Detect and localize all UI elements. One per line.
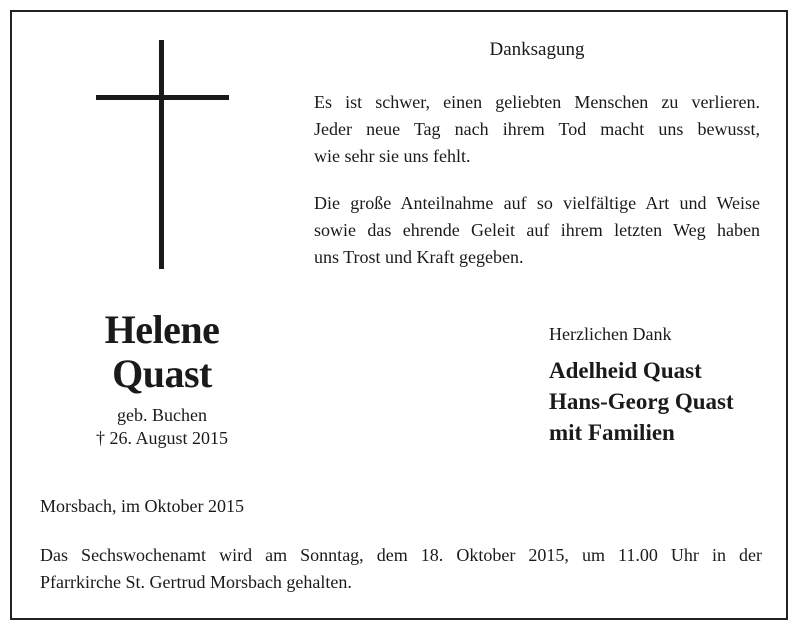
place-date: Morsbach, im Oktober 2015 — [40, 496, 244, 516]
family-signatures — [549, 355, 734, 448]
family-member: mit Familien — [549, 420, 675, 445]
deceased-first-name: Helene — [104, 307, 220, 352]
paragraph-line: Die große Anteilnahme auf so vielfältige Art und Weise — [314, 193, 760, 213]
deceased-last-name: Quast — [112, 351, 212, 396]
paragraph-line: Es ist schwer, einen geliebten Menschen zu verlieren. — [314, 92, 760, 112]
paragraph-line: wie sehr sie uns fehlt. — [314, 146, 471, 166]
notice-heading: Danksagung — [489, 39, 585, 60]
deceased-death-date: † 26. August 2015 — [95, 428, 228, 448]
paragraph-condolence — [314, 89, 760, 170]
family-member: Hans-Georg Quast — [549, 389, 734, 414]
thanks-label: Herzlichen Dank — [549, 324, 672, 344]
service-note — [40, 542, 762, 596]
service-note-line: Das Sechswochenamt wird am Sonntag, dem 18. Oktober 2015, um 11.00 Uhr in der — [40, 545, 762, 565]
paragraph-line: Jeder neue Tag nach ihrem Tod macht uns bewusst, — [314, 119, 760, 139]
cross-icon — [96, 40, 229, 269]
paragraph-line: sowie das ehrende Geleit auf ihrem letzten Weg haben — [314, 220, 760, 240]
service-note-line: Pfarrkirche St. Gertrud Morsbach gehalten. — [40, 572, 352, 592]
deceased-block — [62, 308, 262, 450]
family-member: Adelheid Quast — [549, 358, 702, 383]
paragraph-gratitude — [314, 190, 760, 271]
deceased-birth-name: geb. Buchen — [117, 405, 207, 425]
paragraph-line: uns Trost und Kraft gegeben. — [314, 247, 524, 267]
